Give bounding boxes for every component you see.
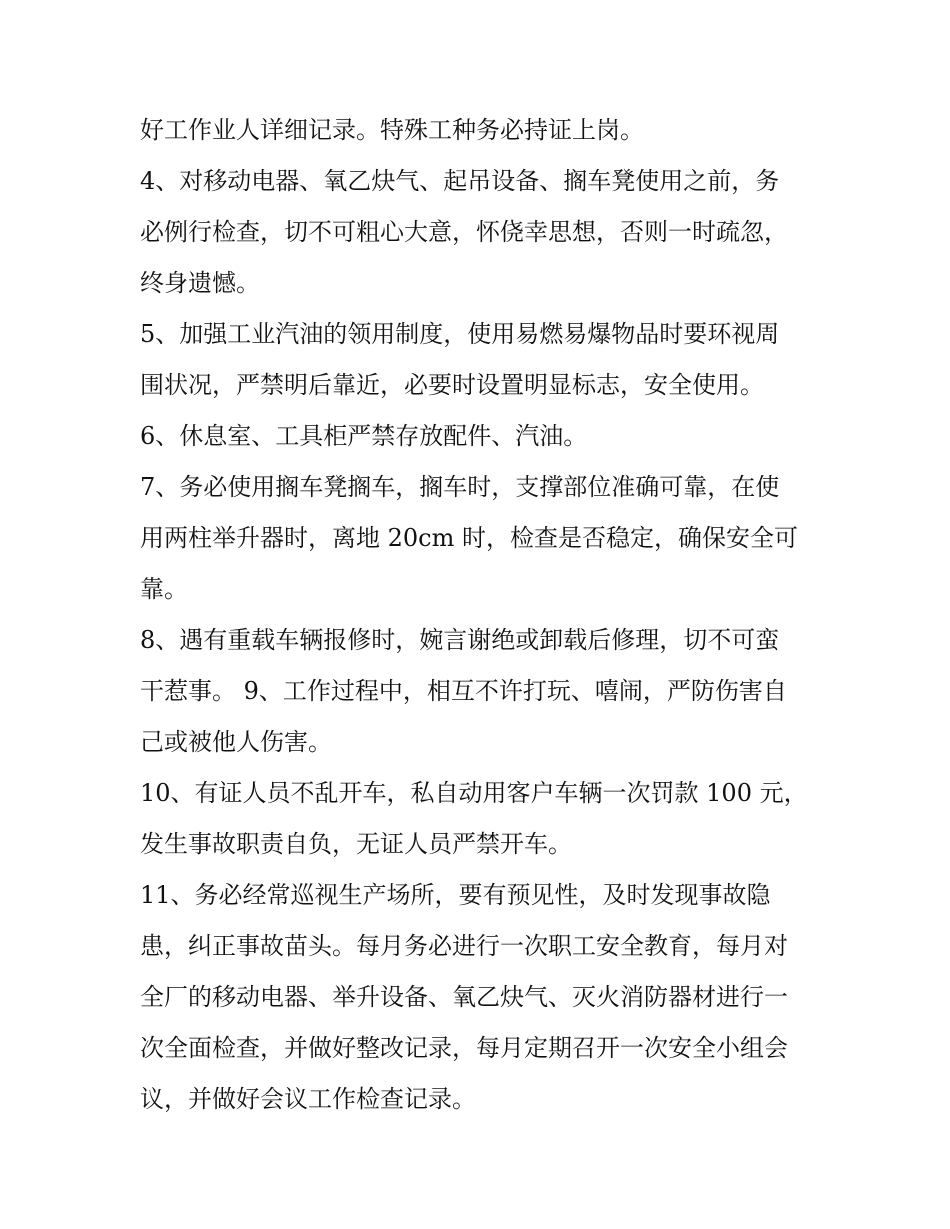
text-line: 6、休息室、工具柜严禁存放配件、汽油。 bbox=[140, 422, 588, 450]
text-line: 次全面检查，并做好整改记录，每月定期召开一次安全小组会 bbox=[140, 1034, 788, 1062]
text-line: 8、遇有重载车辆报修时，婉言谢绝或卸载后修理，切不可蛮 bbox=[140, 626, 780, 654]
text-line: 11、务必经常巡视生产场所，要有预见性，及时发现事故隐 bbox=[140, 881, 771, 909]
text-line: 好工作业人详细记录。特殊工种务必持证上岗。 bbox=[140, 116, 644, 144]
text-line: 4、对移动电器、氧乙炔气、起吊设备、搁车凳使用之前，务 bbox=[140, 167, 780, 195]
text-line: 7、务必使用搁车凳搁车，搁车时，支撑部位准确可靠，在使 bbox=[140, 473, 780, 501]
text-line: 5、加强工业汽油的领用制度，使用易燃易爆物品时要环视周 bbox=[140, 320, 780, 348]
text-line: 发生事故职责自负，无证人员严禁开车。 bbox=[140, 830, 572, 858]
text-line: 围状况，严禁明后靠近，必要时设置明显标志，安全使用。 bbox=[140, 371, 764, 399]
text-line: 己或被他人伤害。 bbox=[140, 728, 332, 756]
text-line: 患，纠正事故苗头。每月务必进行一次职工安全教育，每月对 bbox=[140, 932, 788, 960]
document-body bbox=[140, 105, 830, 1125]
text-line: 终身遗憾。 bbox=[140, 269, 260, 297]
text-line: 用两柱举升器时，离地 20cm 时，检查是否稳定，确保安全可 bbox=[140, 524, 798, 552]
text-line: 全厂的移动电器、举升设备、氧乙炔气、灭火消防器材进行一 bbox=[140, 983, 788, 1011]
text-line: 必例行检查，切不可粗心大意，怀侥幸思想，否则一时疏忽， bbox=[140, 218, 788, 246]
text-line: 议，并做好会议工作检查记录。 bbox=[140, 1085, 476, 1113]
text-line: 靠。 bbox=[140, 575, 188, 603]
text-line: 10、有证人员不乱开车，私自动用客户车辆一次罚款 100 元， bbox=[140, 779, 808, 807]
text-line: 干惹事。 9、工作过程中，相互不许打玩、嘻闹，严防伤害自 bbox=[140, 677, 787, 705]
